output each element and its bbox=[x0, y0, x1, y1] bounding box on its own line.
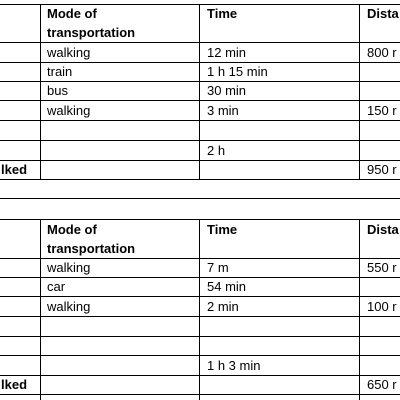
grid-line bbox=[0, 160, 400, 161]
grid-line bbox=[359, 4, 360, 179]
total-distance-value[interactable]: 950 r bbox=[367, 162, 397, 177]
cell-mode[interactable]: car bbox=[47, 279, 66, 294]
cell-mode[interactable]: walking bbox=[47, 45, 91, 60]
cell-time[interactable]: 1 h 3 min bbox=[207, 358, 261, 373]
cell-mode[interactable]: walking bbox=[47, 299, 91, 314]
grid-line bbox=[0, 140, 400, 141]
column-header-mode: Mode of bbox=[47, 6, 97, 21]
column-header-time: Time bbox=[207, 6, 238, 21]
column-header-mode-line2: transportation bbox=[47, 25, 136, 40]
total-distance-value[interactable]: 650 r bbox=[367, 377, 397, 392]
cell-distance[interactable]: 800 r bbox=[367, 45, 397, 60]
grid-line bbox=[199, 4, 200, 179]
grid-line bbox=[0, 198, 400, 199]
cell-time[interactable]: 12 min bbox=[207, 45, 247, 60]
cell-distance[interactable]: 150 r bbox=[367, 103, 397, 118]
cell-time[interactable]: 54 min bbox=[207, 279, 247, 294]
cell-distance[interactable]: 550 r bbox=[367, 260, 397, 275]
column-header-distance: Dista bbox=[367, 6, 399, 21]
cell-time[interactable]: 2 min bbox=[207, 299, 239, 314]
grid-line bbox=[0, 179, 400, 180]
cell-mode[interactable]: train bbox=[47, 64, 73, 79]
total-walked-label: lked bbox=[1, 377, 28, 392]
cell-mode[interactable]: bus bbox=[47, 83, 68, 98]
cell-distance[interactable]: 100 r bbox=[367, 299, 397, 314]
cell-time[interactable]: 3 min bbox=[207, 103, 239, 118]
column-header-distance: Dista bbox=[367, 222, 399, 237]
grid-line bbox=[359, 219, 360, 400]
column-header-time: Time bbox=[207, 222, 238, 237]
grid-line bbox=[0, 316, 400, 317]
column-header-mode: Mode of bbox=[47, 222, 97, 237]
grid-line bbox=[0, 375, 400, 376]
column-header-mode-line2: transportation bbox=[47, 241, 136, 256]
grid-line bbox=[0, 336, 400, 337]
cell-time[interactable]: 7 m bbox=[207, 260, 229, 275]
cell-time[interactable]: 1 h 15 min bbox=[207, 64, 268, 79]
grid-line bbox=[0, 120, 400, 121]
grid-line bbox=[0, 355, 400, 356]
cell-time[interactable]: 30 min bbox=[207, 83, 247, 98]
total-walked-label: lked bbox=[1, 162, 28, 177]
grid-line bbox=[199, 219, 200, 400]
grid-line bbox=[40, 219, 41, 400]
cell-mode[interactable]: walking bbox=[47, 260, 91, 275]
grid-line bbox=[40, 4, 41, 179]
cell-time[interactable]: 2 h bbox=[207, 143, 226, 158]
grid-line bbox=[0, 394, 400, 395]
cell-mode[interactable]: walking bbox=[47, 103, 91, 118]
